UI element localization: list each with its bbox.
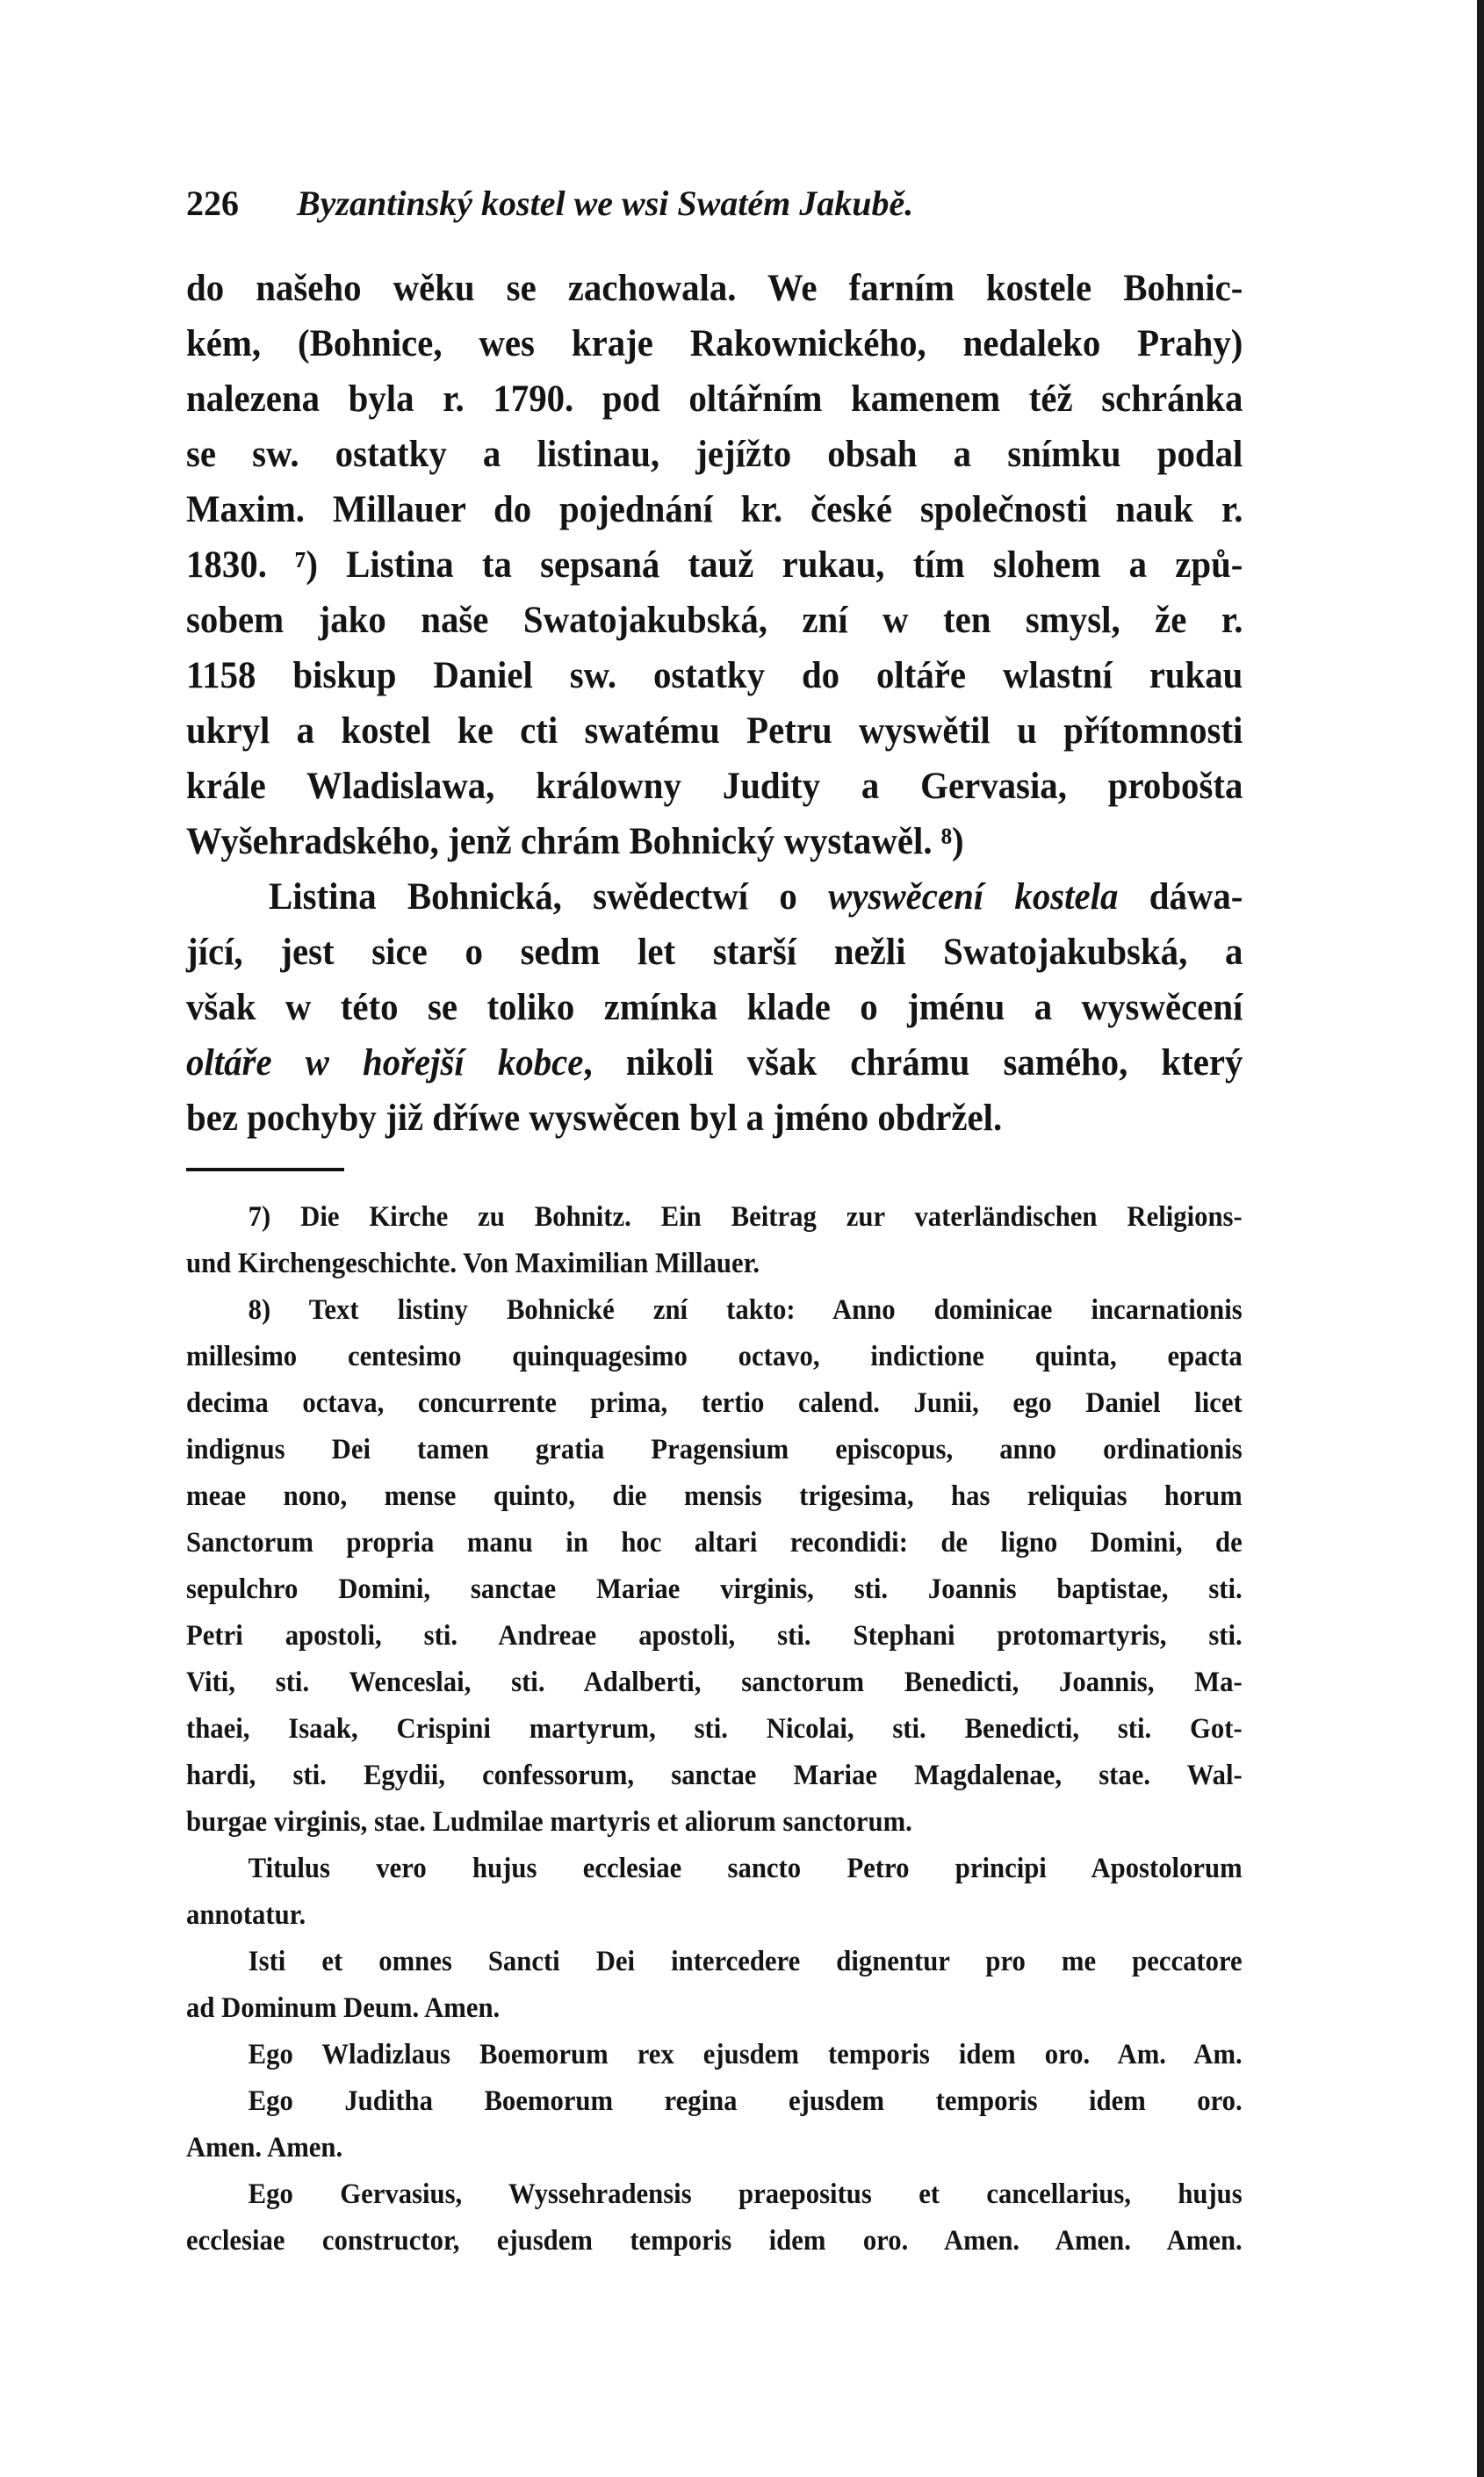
- line-text: Ego Juditha Boemorum regina ejusdem temporis idem oro.: [248, 2085, 1243, 2117]
- footnote-line: [186, 1613, 1243, 1660]
- body-line: [186, 925, 1243, 980]
- footnote-line: [186, 1706, 1243, 1753]
- line-text: thaei, Isaak, Crispini martyrum, sti. Nicolai, sti. Benedicti, sti. Got-: [186, 1713, 1243, 1745]
- footnote-line: [186, 1660, 1243, 1706]
- line-text: indignus Dei tamen gratia Pragensium episcopus, anno ordinationis: [186, 1434, 1243, 1465]
- line-text: 1158 biskup Daniel sw. ostatky do oltáře wlastní rukau: [186, 655, 1243, 696]
- footnote-line: [186, 1846, 1243, 1892]
- body-line: [186, 703, 1243, 759]
- body-line: [186, 759, 1243, 814]
- footnote-line: [186, 1380, 1243, 1427]
- footnote-line: [186, 1241, 1243, 1287]
- footnote-line: [186, 1753, 1243, 1799]
- line-text: Amen. Amen.: [186, 2132, 343, 2164]
- line-text: Maxim. Millauer do pojednání kr. české společnosti nauk r.: [186, 489, 1243, 530]
- footnote-line: [186, 1799, 1243, 1846]
- footnote-line: [186, 1520, 1243, 1566]
- footnote-line: [186, 1985, 1243, 2032]
- footnote-line: [186, 1194, 1243, 1241]
- line-text: burgae virginis, stae. Ludmilae martyris et aliorum sanctorum.: [186, 1806, 912, 1838]
- line-text: 8) Text listiny Bohnické zní takto: Anno dominicae incarnationis: [248, 1294, 1243, 1326]
- emphasis-text: wyswěcení kostela: [828, 876, 1119, 918]
- page-number: 226: [186, 184, 239, 223]
- body-line: [186, 427, 1243, 482]
- line-text: und Kirchengeschichte. Von Maximilian Millauer.: [186, 1248, 760, 1279]
- body-line: [186, 1091, 1243, 1146]
- line-text: Titulus vero hujus ecclesiae sancto Petro principi Apostolorum: [248, 1853, 1243, 1884]
- footnote-line: [186, 1334, 1243, 1380]
- line-text: však w této se toliko zmínka klade o jménu a wyswěcení: [186, 987, 1243, 1028]
- line-text: , nikoli však chrámu samého, který: [583, 1042, 1243, 1084]
- line-text: 7) Die Kirche zu Bohnitz. Ein Beitrag zur vaterländischen Religions-: [248, 1201, 1243, 1233]
- footnote-line: [186, 1566, 1243, 1613]
- footnote-line: [186, 2078, 1243, 2125]
- body-line: [186, 371, 1243, 427]
- footnote-line: [186, 2218, 1243, 2265]
- footnote-line: [186, 1939, 1243, 1985]
- footnote-separator: [186, 1168, 344, 1171]
- line-text: decima octava, concurrente prima, tertio calend. Junii, ego Daniel licet: [186, 1387, 1243, 1419]
- line-text: jící, jest sice o sedm let starší nežli Swatojakubská, a: [186, 932, 1243, 973]
- line-text: ukryl a kostel ke cti swatému Petru wyswětil u přítomnosti: [186, 710, 1243, 752]
- line-text: sobem jako naše Swatojakubská, zní w ten smysl, že r.: [186, 600, 1243, 641]
- line-text: Wyšehradského, jenž chrám Bohnický wystawěl. ⁸): [186, 821, 964, 862]
- line-text: meae nono, mense quinto, die mensis trigesima, has reliquias horum: [186, 1480, 1243, 1512]
- line-text: ad Dominum Deum. Amen.: [186, 1992, 501, 2024]
- line-text: Petri apostoli, sti. Andreae apostoli, sti. Stephani protomartyris, sti.: [186, 1620, 1243, 1652]
- footnote-line: [186, 1427, 1243, 1473]
- line-text: Ego Gervasius, Wyssehradensis praepositus et cancellarius, hujus: [248, 2178, 1243, 2210]
- body-line: [186, 980, 1243, 1035]
- running-title: Byzantinský kostel we wsi Swatém Jakubě.: [297, 184, 914, 223]
- line-text: se sw. ostatky a listinau, jejížto obsah a snímku podal: [186, 434, 1243, 475]
- line-text: nalezena byla r. 1790. pod oltářním kamenem též schránka: [186, 378, 1243, 420]
- body-line: [186, 1035, 1243, 1091]
- line-text: Viti, sti. Wenceslai, sti. Adalberti, sanctorum Benedicti, Joannis, Ma-: [186, 1667, 1243, 1698]
- body-line: [186, 482, 1243, 537]
- body-line: [186, 814, 1243, 869]
- line-text: Isti et omnes Sancti Dei intercedere dignentur pro me peccatore: [248, 1946, 1243, 1977]
- footnote-line: [186, 1892, 1243, 1939]
- line-text: krále Wladislawa, králowny Judity a Gervasia, probošta: [186, 766, 1243, 807]
- line-text: Listina Bohnická, swědectwí o: [269, 876, 829, 918]
- body-line: [186, 316, 1243, 371]
- line-text: bez pochyby již dříwe wyswěcen byl a jméno obdržel.: [186, 1098, 1003, 1139]
- footnote-line: [186, 1473, 1243, 1520]
- footnotes: [186, 1194, 1243, 2265]
- body-line: [186, 537, 1243, 593]
- line-text: kém, (Bohnice, wes kraje Rakownického, nedaleko Prahy): [186, 323, 1243, 364]
- emphasis-text: oltáře w hořejší kobce: [186, 1042, 584, 1084]
- line-text: hardi, sti. Egydii, confessorum, sanctae Mariae Magdalenae, stae. Wal-: [186, 1760, 1243, 1791]
- body-line: [186, 593, 1243, 648]
- body-line: [186, 869, 1243, 925]
- line-text: Ego Wladizlaus Boemorum rex ejusdem temporis idem oro. Am. Am.: [248, 2039, 1243, 2070]
- footnote-line: [186, 2171, 1243, 2218]
- footnote-line: [186, 2125, 1243, 2171]
- line-text: ecclesiae constructor, ejusdem temporis idem oro. Amen. Amen. Amen.: [186, 2225, 1243, 2257]
- line-text: Sanctorum propria manu in hoc altari recondidi: de ligno Domini, de: [186, 1527, 1243, 1559]
- line-text: dáwa-: [1118, 876, 1243, 918]
- body-line: [186, 261, 1243, 316]
- running-header: [186, 183, 1064, 224]
- body-line: [186, 648, 1243, 703]
- line-text: 1830. ⁷) Listina ta sepsaná tauž rukau, tím slohem a způ-: [186, 544, 1243, 586]
- line-text: annotatur.: [186, 1899, 306, 1931]
- body-text: [186, 261, 1243, 1146]
- line-text: millesimo centesimo quinquagesimo octavo, indictione quinta, epacta: [186, 1341, 1243, 1372]
- line-text: sepulchro Domini, sanctae Mariae virginis, sti. Joannis baptistae, sti.: [186, 1573, 1243, 1605]
- footnote-line: [186, 2032, 1243, 2078]
- line-text: do našeho wěku se zachowala. We farním kostele Bohnic-: [186, 268, 1243, 309]
- footnote-line: [186, 1287, 1243, 1334]
- scan-edge: [1477, 0, 1484, 2477]
